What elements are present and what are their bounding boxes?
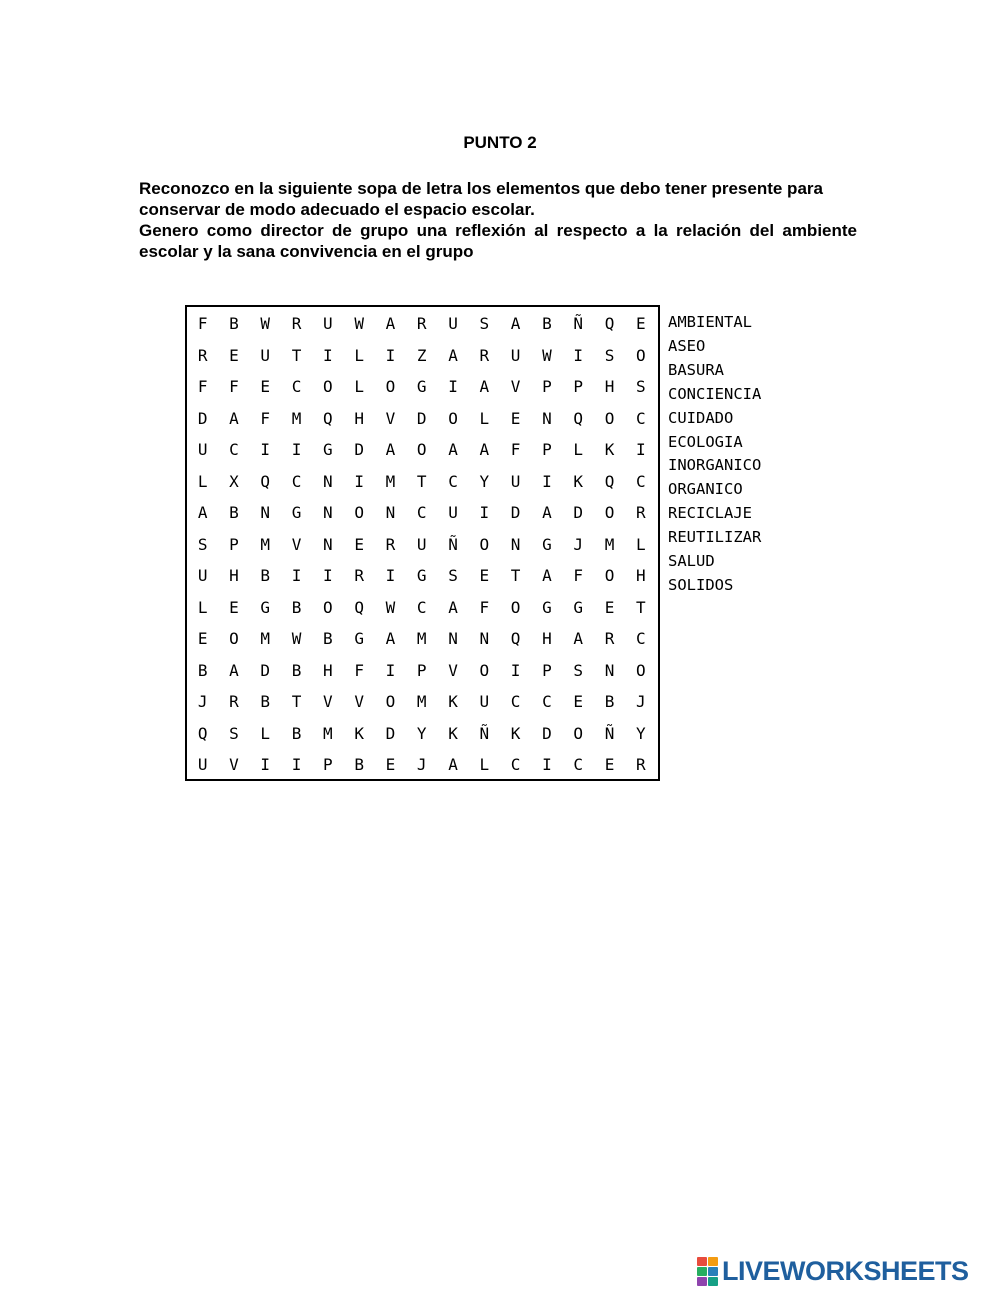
- grid-cell[interactable]: D: [260, 660, 271, 680]
- grid-cell[interactable]: U: [448, 314, 458, 333]
- grid-cell[interactable]: G: [573, 597, 584, 617]
- grid-row: [187, 623, 658, 655]
- logo-block: [697, 1257, 707, 1266]
- grid-cell[interactable]: L: [197, 471, 208, 491]
- grid-cell[interactable]: Q: [323, 408, 333, 428]
- grid-cell[interactable]: R: [416, 314, 427, 333]
- grid-cell[interactable]: F: [573, 566, 584, 585]
- grid-cell[interactable]: Q: [604, 471, 615, 491]
- grid-cell[interactable]: T: [291, 345, 302, 365]
- grid-cell[interactable]: S: [604, 345, 615, 365]
- grid-cell[interactable]: R: [385, 534, 396, 554]
- grid-cell[interactable]: H: [323, 660, 333, 680]
- grid-cell[interactable]: M: [604, 534, 615, 554]
- grid-cell[interactable]: B: [323, 629, 333, 648]
- grid-cell[interactable]: O: [604, 408, 615, 428]
- grid-cell[interactable]: B: [260, 566, 271, 585]
- grid-cell[interactable]: M: [385, 471, 396, 491]
- grid-cell[interactable]: Z: [416, 345, 427, 365]
- grid-cell[interactable]: E: [604, 755, 615, 774]
- grid-cell[interactable]: A: [229, 408, 239, 428]
- grid-cell[interactable]: B: [229, 503, 239, 522]
- grid-cell[interactable]: R: [291, 314, 302, 333]
- grid-cell[interactable]: B: [229, 314, 239, 333]
- grid-cell[interactable]: Q: [197, 723, 208, 743]
- grid-cell[interactable]: I: [542, 755, 552, 774]
- grid-cell[interactable]: G: [542, 534, 552, 554]
- grid-cell[interactable]: D: [354, 440, 364, 459]
- grid-cell[interactable]: S: [197, 534, 208, 554]
- logo-block: [697, 1267, 707, 1276]
- grid-cell[interactable]: L: [479, 408, 490, 428]
- grid-cell[interactable]: B: [542, 314, 552, 333]
- grid-cell[interactable]: D: [416, 408, 427, 428]
- grid-cell[interactable]: U: [448, 503, 458, 522]
- grid-cell[interactable]: V: [510, 377, 521, 396]
- grid-cell[interactable]: I: [291, 440, 302, 459]
- grid-cell[interactable]: R: [635, 503, 646, 522]
- grid-cell[interactable]: B: [291, 723, 302, 743]
- grid-cell[interactable]: N: [479, 629, 490, 648]
- grid-cell[interactable]: O: [385, 692, 396, 711]
- grid-cell[interactable]: H: [542, 629, 552, 648]
- grid-cell[interactable]: K: [448, 692, 458, 711]
- grid-cell[interactable]: A: [542, 503, 552, 522]
- grid-cell[interactable]: V: [291, 534, 302, 554]
- grid-cell[interactable]: U: [260, 345, 271, 365]
- grid-cell[interactable]: A: [510, 314, 521, 333]
- grid-cell[interactable]: C: [542, 692, 552, 711]
- grid-cell[interactable]: F: [479, 597, 490, 617]
- grid-cell[interactable]: U: [197, 440, 208, 459]
- grid-cell[interactable]: M: [416, 629, 427, 648]
- grid-row: [187, 403, 658, 435]
- grid-cell[interactable]: K: [354, 723, 364, 743]
- grid-cell[interactable]: Y: [479, 471, 490, 491]
- grid-cell[interactable]: Q: [604, 314, 615, 333]
- grid-cell[interactable]: I: [635, 440, 646, 459]
- grid-cell[interactable]: N: [448, 629, 458, 648]
- grid-cell[interactable]: T: [291, 692, 302, 711]
- grid-cell[interactable]: F: [197, 377, 208, 396]
- grid-cell[interactable]: N: [510, 534, 521, 554]
- grid-cell[interactable]: L: [197, 597, 208, 617]
- grid-cell[interactable]: U: [510, 471, 521, 491]
- grid-cell[interactable]: U: [416, 534, 427, 554]
- grid-cell[interactable]: G: [291, 503, 302, 522]
- word-list-item: CONCIENCIA: [668, 384, 762, 403]
- grid-cell[interactable]: F: [229, 377, 239, 396]
- grid-cell[interactable]: N: [542, 408, 552, 428]
- grid-cell[interactable]: E: [385, 755, 396, 774]
- grid-cell[interactable]: G: [542, 597, 552, 617]
- grid-cell[interactable]: N: [604, 660, 615, 680]
- grid-cell[interactable]: C: [635, 471, 646, 491]
- grid-cell[interactable]: T: [416, 471, 427, 491]
- grid-cell[interactable]: F: [354, 660, 364, 680]
- logo-block: [708, 1267, 718, 1276]
- grid-cell[interactable]: Ñ: [448, 534, 458, 554]
- grid-row: [187, 749, 658, 781]
- grid-cell[interactable]: E: [354, 534, 364, 554]
- grid-cell[interactable]: O: [479, 534, 490, 554]
- grid-cell[interactable]: Q: [510, 629, 521, 648]
- liveworksheets-logo: [697, 1256, 969, 1286]
- grid-cell[interactable]: K: [510, 723, 521, 743]
- grid-cell[interactable]: C: [510, 692, 521, 711]
- logo-block: [697, 1277, 707, 1286]
- grid-cell[interactable]: D: [197, 408, 208, 428]
- grid-cell[interactable]: Q: [354, 597, 364, 617]
- grid-cell[interactable]: O: [323, 597, 333, 617]
- logo-text: LIVEWORKSHEETS: [722, 1255, 969, 1286]
- grid-cell[interactable]: W: [385, 597, 396, 617]
- grid-cell[interactable]: B: [197, 660, 208, 680]
- grid-cell[interactable]: A: [448, 755, 458, 774]
- logo-block: [708, 1257, 718, 1266]
- grid-cell[interactable]: I: [573, 345, 584, 365]
- grid-cell[interactable]: I: [323, 566, 333, 585]
- grid-cell[interactable]: O: [635, 660, 646, 680]
- grid-cell[interactable]: C: [573, 755, 584, 774]
- grid-cell[interactable]: P: [416, 660, 427, 680]
- grid-cell[interactable]: A: [385, 629, 396, 648]
- grid-cell[interactable]: P: [542, 377, 552, 396]
- grid-cell[interactable]: T: [635, 597, 646, 617]
- grid-row: [187, 434, 658, 466]
- grid-cell[interactable]: A: [229, 660, 239, 680]
- grid-cell[interactable]: L: [635, 534, 646, 554]
- grid-row: [187, 655, 658, 687]
- grid-cell[interactable]: O: [604, 503, 615, 522]
- grid-cell[interactable]: O: [604, 566, 615, 585]
- word-list-item: ASEO: [668, 336, 706, 355]
- grid-cell[interactable]: O: [323, 377, 333, 396]
- grid-cell[interactable]: S: [573, 660, 584, 680]
- grid-cell[interactable]: E: [573, 692, 584, 711]
- grid-cell[interactable]: I: [291, 566, 302, 585]
- grid-cell[interactable]: H: [354, 408, 364, 428]
- grid-cell[interactable]: M: [260, 629, 271, 648]
- grid-cell[interactable]: N: [323, 503, 333, 522]
- grid-cell[interactable]: E: [510, 408, 521, 428]
- grid-cell[interactable]: K: [448, 723, 458, 743]
- grid-cell[interactable]: C: [416, 597, 427, 617]
- grid-cell[interactable]: C: [635, 408, 646, 428]
- grid-cell[interactable]: F: [197, 314, 208, 333]
- grid-cell[interactable]: E: [197, 629, 208, 648]
- grid-cell[interactable]: I: [323, 345, 333, 365]
- grid-cell[interactable]: R: [354, 566, 364, 585]
- grid-cell[interactable]: U: [323, 314, 333, 333]
- grid-cell[interactable]: A: [448, 440, 458, 459]
- grid-row: [187, 718, 658, 750]
- grid-cell[interactable]: P: [229, 534, 239, 554]
- grid-cell[interactable]: C: [635, 629, 646, 648]
- grid-cell[interactable]: U: [197, 755, 208, 774]
- grid-cell[interactable]: O: [354, 503, 364, 522]
- word-list-item: BASURA: [668, 360, 724, 379]
- grid-cell[interactable]: C: [448, 471, 458, 491]
- grid-cell[interactable]: A: [385, 440, 396, 459]
- word-list-item: ECOLOGIA: [668, 432, 743, 451]
- grid-cell[interactable]: P: [542, 660, 552, 680]
- grid-cell[interactable]: F: [260, 408, 271, 428]
- grid-cell[interactable]: Q: [260, 471, 271, 491]
- grid-cell[interactable]: U: [197, 566, 208, 585]
- grid-cell[interactable]: V: [229, 755, 239, 774]
- grid-cell[interactable]: G: [416, 377, 427, 396]
- grid-cell[interactable]: W: [260, 314, 271, 333]
- grid-cell[interactable]: O: [229, 629, 239, 648]
- grid-cell[interactable]: L: [573, 440, 584, 459]
- grid-cell[interactable]: M: [323, 723, 333, 743]
- grid-cell[interactable]: A: [448, 597, 458, 617]
- grid-cell[interactable]: P: [323, 755, 333, 774]
- grid-cell[interactable]: P: [542, 440, 552, 459]
- grid-cell[interactable]: P: [573, 377, 584, 396]
- grid-cell[interactable]: J: [573, 534, 584, 554]
- grid-cell[interactable]: V: [448, 660, 458, 680]
- grid-cell[interactable]: J: [416, 755, 427, 774]
- word-search-grid: [185, 305, 660, 781]
- grid-cell[interactable]: J: [635, 692, 646, 711]
- grid-cell[interactable]: I: [510, 660, 521, 680]
- grid-cell[interactable]: O: [448, 408, 458, 428]
- grid-cell[interactable]: C: [291, 377, 302, 396]
- grid-cell[interactable]: S: [635, 377, 646, 396]
- grid-cell[interactable]: B: [604, 692, 615, 711]
- grid-cell[interactable]: K: [573, 471, 584, 491]
- instruction-2: Genero como director de grupo una reflexión al respecto a la relación del ambiente escolar y la sana convivencia en el grupo: [139, 221, 857, 261]
- word-list-item: SALUD: [668, 552, 715, 571]
- grid-cell[interactable]: M: [260, 534, 271, 554]
- grid-cell[interactable]: W: [542, 345, 552, 365]
- grid-row: [187, 529, 658, 561]
- word-list-item: SOLIDOS: [668, 575, 734, 594]
- grid-cell[interactable]: E: [229, 597, 239, 617]
- grid-cell[interactable]: G: [354, 629, 364, 648]
- grid-cell[interactable]: H: [604, 377, 615, 396]
- grid-cell[interactable]: B: [291, 597, 302, 617]
- grid-cell[interactable]: U: [479, 692, 490, 711]
- grid-cell[interactable]: W: [291, 629, 302, 648]
- grid-row: [187, 560, 658, 592]
- grid-cell[interactable]: R: [604, 629, 615, 648]
- page-title: PUNTO 2: [463, 133, 537, 152]
- grid-row: [187, 497, 658, 529]
- grid-cell[interactable]: S: [448, 566, 458, 585]
- word-list-item: RECICLAJE: [668, 504, 752, 523]
- grid-cell[interactable]: S: [229, 723, 239, 743]
- grid-cell[interactable]: G: [416, 566, 427, 585]
- grid-cell[interactable]: O: [510, 597, 521, 617]
- grid-cell[interactable]: I: [448, 377, 458, 396]
- grid-cell[interactable]: H: [635, 566, 646, 585]
- grid-cell[interactable]: B: [354, 755, 364, 774]
- grid-cell[interactable]: O: [573, 723, 584, 743]
- grid-cell[interactable]: C: [510, 755, 521, 774]
- grid-cell[interactable]: C: [291, 471, 302, 491]
- grid-cell[interactable]: D: [573, 503, 584, 522]
- grid-cell[interactable]: O: [635, 345, 646, 365]
- grid-row: [187, 371, 658, 403]
- grid-cell[interactable]: Q: [573, 408, 584, 428]
- grid-cell[interactable]: O: [385, 377, 396, 396]
- grid-cell[interactable]: I: [260, 755, 271, 774]
- grid-cell[interactable]: I: [291, 755, 302, 774]
- grid-cell[interactable]: B: [260, 692, 271, 711]
- grid-cell[interactable]: O: [416, 440, 427, 459]
- grid-cell[interactable]: R: [197, 345, 208, 365]
- grid-cell[interactable]: C: [416, 503, 427, 522]
- grid-cell[interactable]: U: [510, 345, 521, 365]
- word-list-item: ORGANICO: [668, 480, 743, 499]
- grid-cell[interactable]: N: [260, 503, 271, 522]
- grid-cell[interactable]: E: [229, 345, 239, 365]
- grid-cell[interactable]: S: [479, 314, 490, 333]
- grid-cell[interactable]: N: [323, 471, 333, 491]
- instructions: [139, 178, 857, 262]
- grid-cell[interactable]: D: [510, 503, 521, 522]
- word-list-item: REUTILIZAR: [668, 528, 762, 547]
- word-list: [668, 311, 761, 598]
- grid-cell[interactable]: D: [385, 723, 396, 743]
- grid-row: [187, 466, 658, 498]
- grid-cell[interactable]: D: [542, 723, 552, 743]
- grid-cell[interactable]: I: [260, 440, 271, 459]
- grid-cell[interactable]: Ñ: [479, 723, 490, 743]
- grid-cell[interactable]: Y: [635, 723, 646, 743]
- grid-cell[interactable]: E: [260, 377, 271, 396]
- grid-cell[interactable]: G: [323, 440, 333, 459]
- grid-cell[interactable]: F: [510, 440, 521, 459]
- grid-cell[interactable]: W: [354, 314, 364, 333]
- grid-cell[interactable]: H: [229, 566, 239, 585]
- grid-cell[interactable]: A: [573, 629, 584, 648]
- grid-cell[interactable]: J: [197, 692, 208, 711]
- grid-cell[interactable]: M: [416, 692, 427, 711]
- grid-cell[interactable]: I: [385, 345, 396, 365]
- grid-cell[interactable]: K: [604, 440, 615, 459]
- grid-cell[interactable]: C: [229, 440, 239, 459]
- grid-cell[interactable]: X: [229, 471, 239, 491]
- grid-cell[interactable]: O: [479, 660, 490, 680]
- grid-cell[interactable]: R: [635, 755, 646, 774]
- grid-cell[interactable]: Ñ: [573, 314, 584, 333]
- grid-cell[interactable]: A: [542, 566, 552, 585]
- grid-row: [187, 592, 658, 624]
- word-list-item: CUIDADO: [668, 408, 734, 427]
- grid-cell[interactable]: I: [354, 471, 364, 491]
- grid-cell[interactable]: L: [260, 723, 271, 743]
- grid-cell[interactable]: E: [635, 314, 646, 333]
- grid-cell[interactable]: R: [229, 692, 239, 711]
- grid-cell[interactable]: N: [385, 503, 396, 522]
- grid-cell[interactable]: R: [479, 345, 490, 365]
- grid-cell[interactable]: L: [479, 755, 490, 774]
- grid-cell[interactable]: B: [291, 660, 302, 680]
- grid-cell[interactable]: T: [510, 566, 521, 585]
- grid-cell[interactable]: A: [385, 314, 396, 333]
- logo-icon: [697, 1257, 718, 1286]
- grid-cell[interactable]: A: [479, 377, 490, 396]
- grid-row: [187, 686, 658, 718]
- grid-cell[interactable]: A: [448, 345, 458, 365]
- grid-cell[interactable]: I: [385, 566, 396, 585]
- grid-cell[interactable]: Ñ: [604, 723, 615, 743]
- grid-cell[interactable]: V: [385, 408, 396, 428]
- grid-cell[interactable]: E: [604, 597, 615, 617]
- word-list-item: AMBIENTAL: [668, 313, 752, 331]
- grid-cell[interactable]: Y: [416, 723, 427, 743]
- grid-cell[interactable]: N: [323, 534, 333, 554]
- logo-block: [708, 1277, 718, 1286]
- grid-cell[interactable]: I: [479, 503, 490, 522]
- grid-cell[interactable]: V: [323, 692, 333, 711]
- instruction-1: Reconozco en la siguiente sopa de letra los elementos que debo tener presente para conservar de modo adecuado el espacio escolar.: [139, 179, 823, 219]
- grid-cell[interactable]: L: [354, 345, 364, 365]
- grid-row: [187, 308, 658, 340]
- grid-cell[interactable]: L: [354, 377, 364, 396]
- grid-cell[interactable]: E: [479, 566, 490, 585]
- grid-cell[interactable]: A: [479, 440, 490, 459]
- grid-cell[interactable]: V: [354, 692, 364, 711]
- grid-cell[interactable]: G: [260, 597, 271, 617]
- grid-cell[interactable]: I: [385, 660, 396, 680]
- grid-cell[interactable]: M: [291, 408, 302, 428]
- grid-cell[interactable]: A: [197, 503, 208, 522]
- grid-cell[interactable]: I: [542, 471, 552, 491]
- grid-row: [187, 340, 658, 372]
- word-list-item: INORGANICO: [668, 456, 762, 475]
